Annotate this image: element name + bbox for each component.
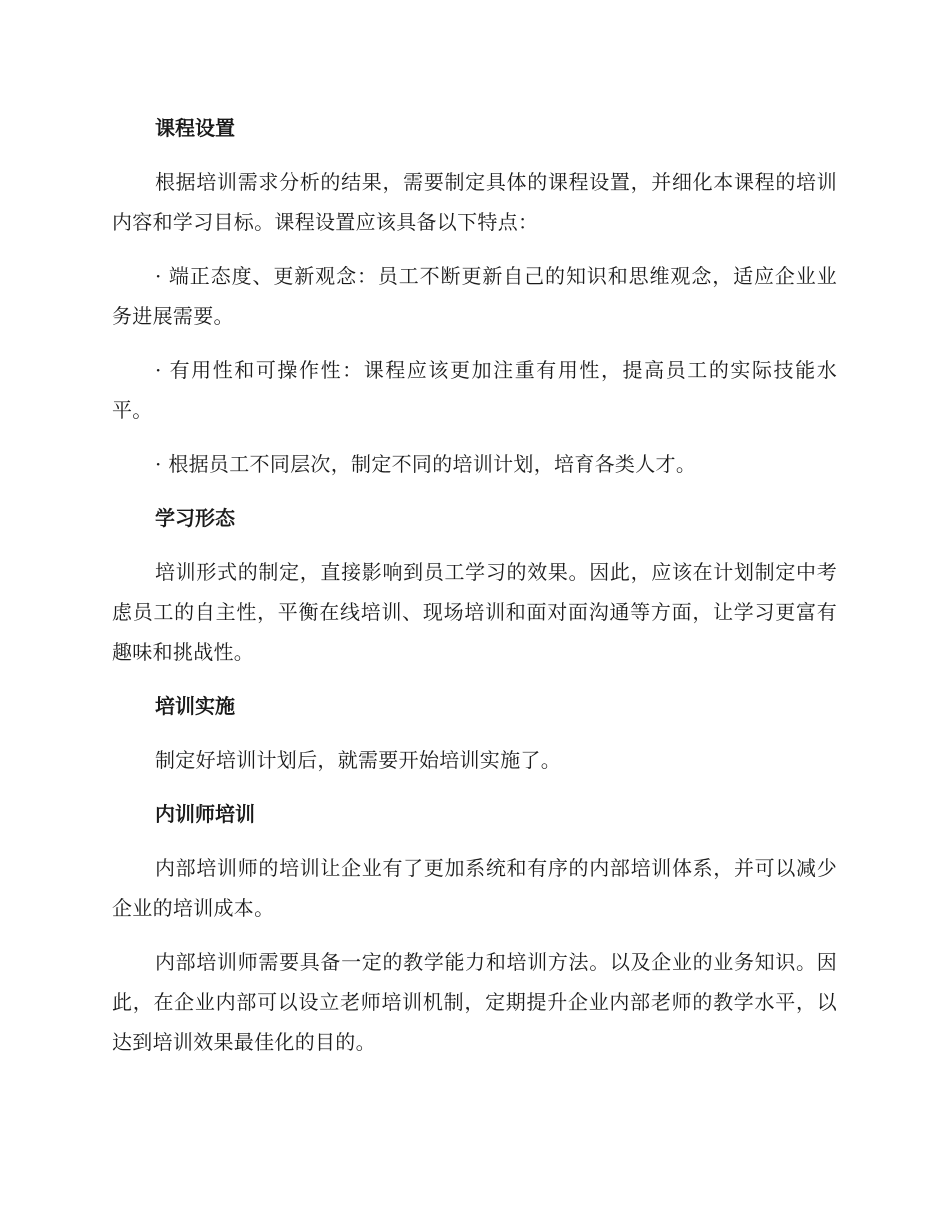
bullet-item: · 端正态度、更新观念：员工不断更新自己的知识和思维观念，适应企业业务进展需要。	[112, 264, 837, 328]
bullet-item: · 有用性和可操作性：课程应该更加注重有用性，提高员工的实际技能水平。	[112, 358, 837, 422]
paragraph: 培训形式的制定，直接影响到员工学习的效果。因此，应该在计划制定中考虑员工的自主性，平衡在线培训、现场培训和面对面沟通等方面，让学习更富有趣味和挑战性。	[112, 560, 837, 664]
paragraph: 根据培训需求分析的结果，需要制定具体的课程设置，并细化本课程的培训内容和学习目标。课程设置应该具备以下特点：	[112, 170, 837, 234]
section-internal-trainer	[112, 794, 837, 1062]
section-heading: 课程设置	[155, 116, 235, 140]
paragraph: 内部培训师需要具备一定的教学能力和培训方法。以及企业的业务知识。因此，在企业内部可以设立老师培训机制，定期提升企业内部老师的教学水平，以达到培训效果最佳化的目的。	[112, 950, 837, 1054]
paragraph: 制定好培训计划后，就需要开始培训实施了。	[155, 748, 561, 772]
section-learning-form	[112, 498, 837, 672]
section-heading: 培训实施	[155, 694, 235, 718]
paragraph: 内部培训师的培训让企业有了更加系统和有序的内部培训体系，并可以减少企业的培训成本。	[112, 856, 837, 920]
section-heading: 学习形态	[155, 506, 235, 530]
section-training-implementation	[112, 686, 837, 780]
section-course-setup	[112, 108, 837, 484]
section-heading: 内训师培训	[155, 802, 255, 826]
bullet-item: · 根据员工不同层次，制定不同的培训计划，培育各类人才。	[155, 452, 697, 476]
document-body	[112, 108, 837, 1076]
